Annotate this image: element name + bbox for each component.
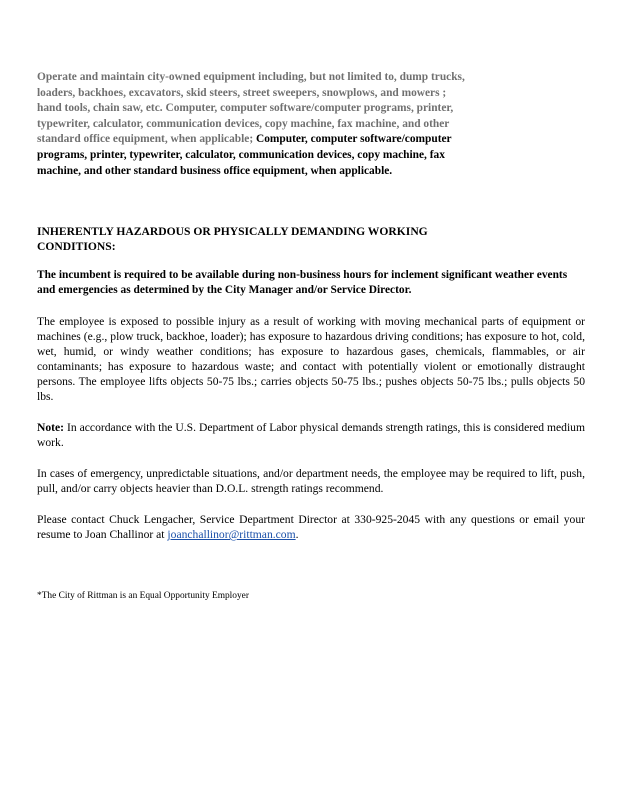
equal-opportunity-footnote: *The City of Rittman is an Equal Opportunity Employer — [37, 591, 249, 602]
equipment-text-black: Computer, computer software/computer programs, printer, typewriter, calculator, communication devices, copy machine, fax machine, and other standard business office equipment, when applicable. — [37, 133, 452, 177]
availability-paragraph: The incumbent is required to be available during non-business hours for inclement significant weather events and emergencies as determined by the City Manager and/or Service Director. — [37, 269, 568, 297]
note-label: Note: — [37, 421, 65, 435]
note-paragraph — [37, 420, 585, 450]
contact-end: . — [295, 528, 299, 542]
equipment-paragraph — [37, 70, 467, 179]
contact-paragraph — [37, 512, 585, 542]
emergency-paragraph: In cases of emergency, unpredictable situations, and/or department needs, the employee may be required to lift, push, pull, and/or carry objects heavier than D.O.L. strength ratings recommend. — [37, 467, 585, 496]
equipment-text-gray: Operate and maintain city-owned equipment including, but not limited to, dump trucks, loaders, backhoes, excavators, skid steers, street sweepers, snowplows, and mowers ; hand tools, chain saw, etc. Computer, computer software/computer programs, printer, typewriter, calculator, communication devices, copy machine, fax machine, and other standard office equipment, when applicable; — [37, 71, 465, 146]
hazard-heading: INHERENTLY HAZARDOUS OR PHYSICALLY DEMANDING WORKING CONDITIONS: — [37, 225, 428, 253]
contact-text: Please contact Chuck Lengacher, Service Department Director at 330-925-2045 with any questions or email your resume to Joan Challinor at — [37, 513, 585, 542]
note-text: In accordance with the U.S. Department of Labor physical demands strength ratings, this is considered medium work. — [37, 421, 585, 450]
exposure-paragraph: The employee is exposed to possible injury as a result of working with moving mechanical parts of equipment or machines (e.g., plow truck, backhoe, loader); has exposure to hazardous driving conditions; has exposure to hot, cold, wet, humid, or windy weather conditions; has exposure to hazardous gases, chemicals, flammables, or air contaminants; has exposure to hazardous waste; and contact with potentially violent or emotionally distraught persons. The employee lifts objects 50-75 lbs.; carries objects 50-75 lbs.; pushes objects 50-75 lbs.; pulls objects 50 lbs. — [37, 315, 585, 404]
document-page — [37, 70, 585, 602]
email-link[interactable]: joanchallinor@rittman.com — [167, 528, 296, 542]
